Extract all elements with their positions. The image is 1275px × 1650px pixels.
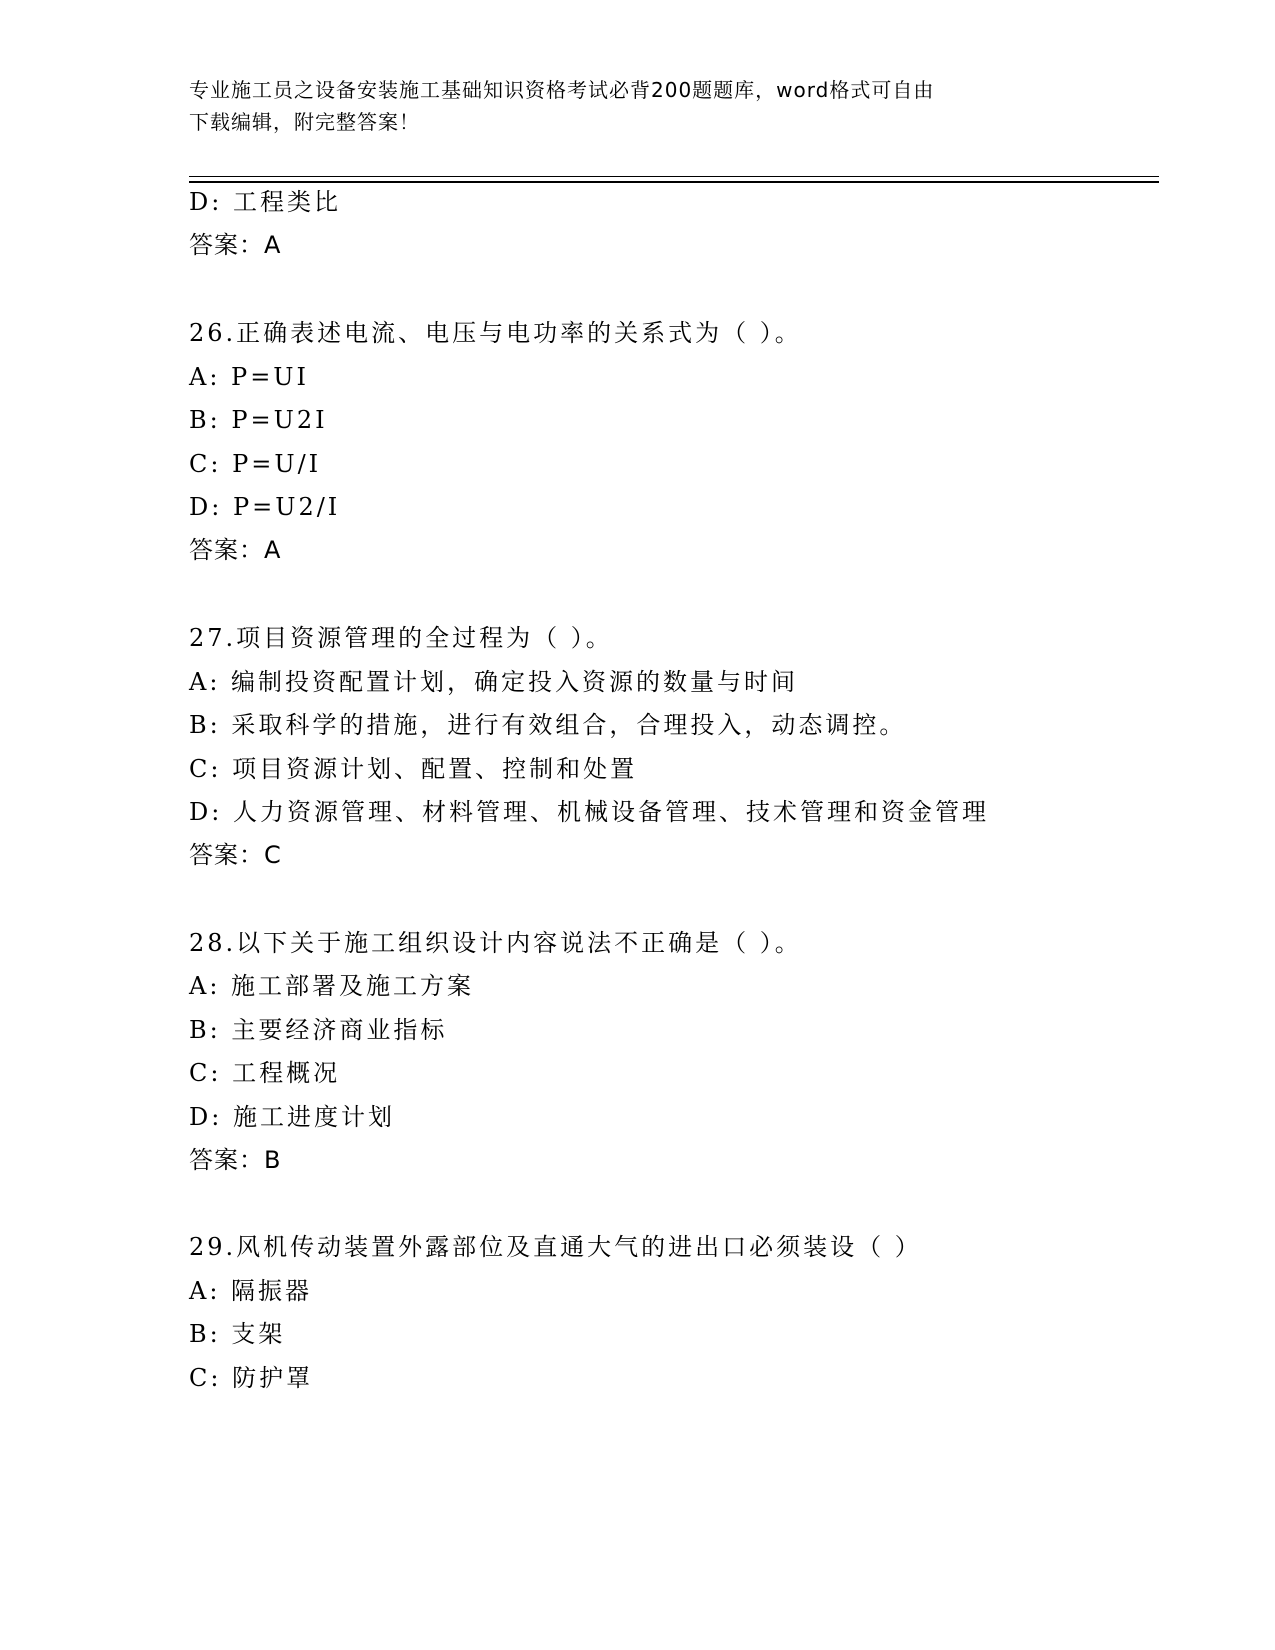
- option-29-a: A: 隔振器: [189, 1277, 313, 1305]
- option-27-b: B: 采取科学的措施，进行有效组合，合理投入，动态调控。: [189, 711, 907, 739]
- page-header-title: 专业施工员之设备安装施工基础知识资格考试必背200题题库，word格式可自由 下载编辑，附完整答案！: [189, 78, 935, 134]
- answer-28: 答案：B: [189, 1146, 282, 1174]
- option-29-c: C: 防护罩: [189, 1364, 314, 1392]
- option-29-b: B: 支架: [189, 1320, 286, 1348]
- option-26-b: B: P=U2I: [189, 406, 328, 434]
- option-25-d: D: 工程类比: [189, 188, 341, 216]
- question-29: 29.风机传动装置外露部位及直通大气的进出口必须装设（ ）: [189, 1233, 922, 1261]
- option-28-b: B: 主要经济商业指标: [189, 1016, 448, 1044]
- option-27-d: D: 人力资源管理、材料管理、机械设备管理、技术管理和资金管理: [189, 798, 989, 826]
- question-28: 28.以下关于施工组织设计内容说法不正确是（ ）。: [189, 929, 802, 957]
- option-28-a: A: 施工部署及施工方案: [189, 972, 475, 1000]
- header-divider-thin: [189, 176, 1159, 177]
- answer-25: 答案：A: [189, 231, 282, 259]
- header-divider-thick: [189, 181, 1159, 183]
- option-26-d: D: P=U2/I: [189, 493, 341, 521]
- question-26: 26.正确表述电流、电压与电功率的关系式为（ ）。: [189, 319, 802, 347]
- option-26-a: A: P=UI: [189, 363, 310, 391]
- option-27-a: A: 编制投资配置计划，确定投入资源的数量与时间: [189, 668, 799, 696]
- option-28-c: C: 工程概况: [189, 1059, 341, 1087]
- option-27-c: C: 项目资源计划、配置、控制和处置: [189, 755, 638, 783]
- option-26-c: C: P=U/I: [189, 450, 322, 478]
- answer-27: 答案：C: [189, 841, 282, 869]
- option-28-d: D: 施工进度计划: [189, 1103, 395, 1131]
- answer-26: 答案：A: [189, 536, 282, 564]
- question-27: 27.项目资源管理的全过程为（ ）。: [189, 624, 613, 652]
